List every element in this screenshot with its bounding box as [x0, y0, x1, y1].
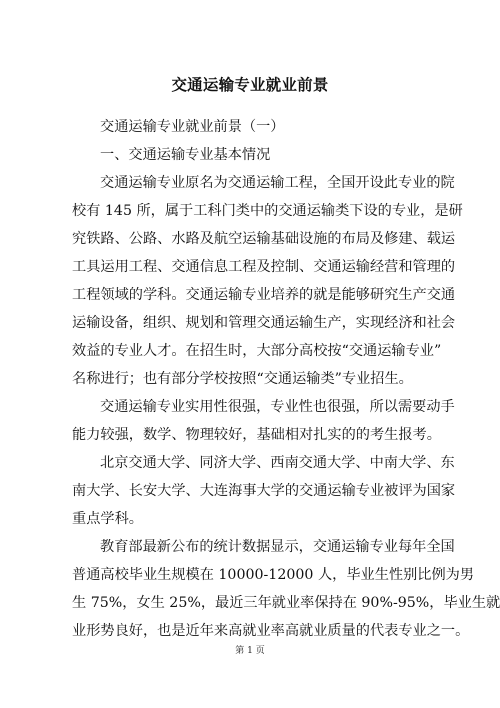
paragraph-line: 名称进行；也有部分学校按照“交通运输类”专业招生。 — [72, 371, 413, 387]
section-heading: 交通运输专业就业前景（一） — [100, 119, 285, 135]
subsection-heading: 一、交通运输专业基本情况 — [100, 147, 271, 163]
paragraph-line: 交通运输专业实用性很强，专业性也很强，所以需要动手 — [100, 399, 455, 415]
paragraph-line: 能力较强，数学、物理较好，基础相对扎实的的考生报考。 — [72, 427, 441, 443]
document-body — [72, 113, 500, 645]
paragraph-line: 南大学、长安大学、大连海事大学的交通运输专业被评为国家 — [72, 483, 456, 499]
paragraph-line: 北京交通大学、同济大学、西南交通大学、中南大学、东 — [100, 455, 455, 471]
paragraph-line: 业形势良好，也是近年来高就业率高就业质量的代表专业之一。 — [72, 623, 470, 639]
paragraph-line: 运输设备，组织、规划和管理交通运输生产，实现经济和社会 — [72, 315, 456, 331]
paragraph-line: 效益的专业人才。在招生时，大部分高校按“交通运输专业” — [72, 343, 442, 359]
paragraph-line: 交通运输专业原名为交通运输工程，全国开设此专业的院 — [100, 175, 455, 191]
paragraph-line: 工具运用工程、交通信息工程及控制、交通运输经营和管理的 — [72, 259, 456, 275]
paragraph-line: 普通高校毕业生规模在 10000-12000 人，毕业生性别比例为男 — [72, 567, 475, 583]
paragraph-line: 教育部最新公布的统计数据显示，交通运输专业每年全国 — [100, 539, 455, 555]
paragraph-line: 重点学科。 — [72, 511, 143, 527]
paragraph-line: 工程领域的学科。交通运输专业培养的就是能够研究生产交通 — [72, 287, 456, 303]
paragraph-line: 校有 145 所，属于工科门类中的交通运输类下设的专业，是研 — [72, 203, 463, 219]
document-title: 交通运输专业就业前景 — [171, 76, 329, 94]
paragraph-line: 生 75%，女生 25%，最近三年就业率保持在 90%-95%，毕业生就 — [72, 595, 500, 611]
page-number: 第 1 页 — [235, 646, 265, 656]
paragraph-line: 究铁路、公路、水路及航空运输基础设施的布局及修建、载运 — [72, 231, 456, 247]
